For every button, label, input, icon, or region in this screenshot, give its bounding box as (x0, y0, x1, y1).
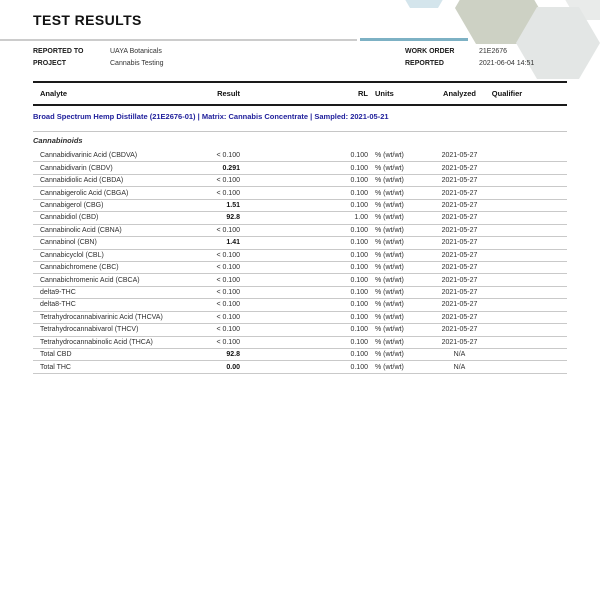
reported-value: 2021-06-04 14:51 (479, 60, 535, 67)
result-cell: < 0.100 (216, 226, 240, 234)
analyzed-cell: 2021-05-27 (441, 276, 478, 284)
table-top-rule (33, 81, 567, 83)
table-header-rule (33, 104, 567, 106)
section-title-cannabinoids: Cannabinoids (33, 136, 83, 145)
analyte-cell: Cannabidiol (CBD) (40, 214, 99, 222)
units-cell: % (wt/wt) (375, 251, 404, 259)
analyte-cell: delta8-THC (40, 301, 76, 309)
column-header-analyte: Analyte (40, 88, 68, 98)
rl-cell: 0.100 (350, 239, 368, 247)
result-cell: < 0.100 (216, 338, 240, 346)
reported-to-value: UAYA Botanicals (110, 48, 162, 55)
work-order-value: 21E2676 (479, 48, 508, 55)
result-cell: 0.291 (222, 164, 240, 172)
analyzed-cell: 2021-05-27 (441, 338, 478, 346)
units-cell: % (wt/wt) (375, 201, 404, 209)
rl-cell: 0.100 (350, 226, 368, 234)
work-order-label: WORK ORDER (405, 48, 455, 55)
analyzed-cell: 2021-05-27 (441, 214, 478, 222)
analyte-cell: Cannabigerol (CBG) (40, 201, 104, 209)
rl-cell: 0.100 (350, 264, 368, 272)
table-row (33, 175, 567, 187)
analyzed-cell: 2021-05-27 (441, 164, 478, 172)
result-cell: 92.8 (226, 351, 240, 359)
units-cell: % (wt/wt) (375, 189, 404, 197)
analyzed-cell: 2021-05-27 (441, 152, 478, 160)
table-row (33, 274, 567, 286)
result-cell: < 0.100 (216, 326, 240, 334)
analyzed-cell: 2021-05-27 (441, 301, 478, 309)
analyte-cell: Cannabicyclol (CBL) (40, 251, 104, 259)
project-label: PROJECT (33, 60, 67, 67)
analyzed-cell: 2021-05-27 (441, 189, 478, 197)
table-row (33, 349, 567, 361)
table-body (33, 150, 567, 374)
analyte-cell: Cannabidiolic Acid (CBDA) (40, 177, 124, 185)
rl-cell: 0.100 (350, 313, 368, 321)
units-cell: % (wt/wt) (375, 276, 404, 284)
sample-header-rule (33, 131, 567, 132)
table-row (33, 299, 567, 311)
rl-cell: 0.100 (350, 189, 368, 197)
rl-cell: 0.100 (350, 152, 368, 160)
analyzed-cell: 2021-05-27 (441, 239, 478, 247)
units-cell: % (wt/wt) (375, 351, 404, 359)
analyzed-cell: N/A (453, 351, 466, 359)
units-cell: % (wt/wt) (375, 289, 404, 297)
page-title: TEST RESULTS (33, 12, 142, 28)
analyte-cell: Tetrahydrocannabivarol (THCV) (40, 326, 139, 334)
analyzed-cell: 2021-05-27 (441, 251, 478, 259)
result-cell: < 0.100 (216, 313, 240, 321)
column-header-qualifier: Qualifier (491, 88, 523, 98)
table-row (33, 324, 567, 336)
reported-to-label: REPORTED TO (33, 48, 84, 55)
analyte-cell: Cannabigerolic Acid (CBGA) (40, 189, 129, 197)
table-row (33, 312, 567, 324)
table-row (33, 237, 567, 249)
units-cell: % (wt/wt) (375, 214, 404, 222)
units-cell: % (wt/wt) (375, 363, 404, 371)
meta-reported-to (33, 46, 333, 57)
units-cell: % (wt/wt) (375, 152, 404, 160)
meta-reported (405, 58, 595, 69)
units-cell: % (wt/wt) (375, 338, 404, 346)
table-row (33, 262, 567, 274)
meta-project (33, 58, 333, 69)
analyte-cell: Cannabinol (CBN) (40, 239, 97, 247)
units-cell: % (wt/wt) (375, 164, 404, 172)
rl-cell: 0.100 (350, 326, 368, 334)
units-cell: % (wt/wt) (375, 326, 404, 334)
analyte-cell: Total THC (40, 363, 71, 371)
meta-work-order (405, 46, 595, 57)
project-value: Cannabis Testing (110, 60, 164, 67)
table-row (33, 187, 567, 199)
units-cell: % (wt/wt) (375, 226, 404, 234)
rl-cell: 1.00 (354, 214, 368, 222)
units-cell: % (wt/wt) (375, 177, 404, 185)
units-cell: % (wt/wt) (375, 313, 404, 321)
result-cell: 1.51 (226, 201, 240, 209)
analyte-cell: Tetrahydrocannabinolic Acid (THCA) (40, 338, 153, 346)
analyzed-cell: 2021-05-27 (441, 264, 478, 272)
hexagon-decoration-blue (396, 0, 452, 8)
result-cell: 0.00 (226, 363, 240, 371)
rl-cell: 0.100 (350, 276, 368, 284)
analyte-cell: Tetrahydrocannabivarinic Acid (THCVA) (40, 313, 163, 321)
column-header-units: Units (375, 88, 394, 98)
rl-cell: 0.100 (350, 363, 368, 371)
table-row (33, 212, 567, 224)
result-cell: < 0.100 (216, 264, 240, 272)
analyte-cell: Cannabichromenic Acid (CBCA) (40, 276, 140, 284)
result-cell: < 0.100 (216, 301, 240, 309)
result-cell: < 0.100 (216, 276, 240, 284)
result-cell: 1.41 (226, 239, 240, 247)
rl-cell: 0.100 (350, 177, 368, 185)
table-row (33, 200, 567, 212)
analyzed-cell: 2021-05-27 (441, 177, 478, 185)
table-row (33, 287, 567, 299)
analyte-cell: Cannabinolic Acid (CBNA) (40, 226, 122, 234)
rl-cell: 0.100 (350, 201, 368, 209)
result-cell: < 0.100 (216, 152, 240, 160)
result-cell: < 0.100 (216, 251, 240, 259)
units-cell: % (wt/wt) (375, 301, 404, 309)
result-cell: < 0.100 (216, 289, 240, 297)
analyzed-cell: 2021-05-27 (441, 289, 478, 297)
result-cell: 92.8 (226, 214, 240, 222)
rl-cell: 0.100 (350, 338, 368, 346)
analyte-cell: Cannabidivarin (CBDV) (40, 164, 113, 172)
column-header-result: Result (217, 88, 240, 98)
analyte-cell: Cannabichromene (CBC) (40, 264, 119, 272)
reported-label: REPORTED (405, 60, 444, 67)
column-header-analyzed: Analyzed (443, 88, 476, 98)
analyzed-cell: 2021-05-27 (441, 201, 478, 209)
rl-cell: 0.100 (350, 251, 368, 259)
rl-cell: 0.100 (350, 164, 368, 172)
result-cell: < 0.100 (216, 189, 240, 197)
table-row (33, 225, 567, 237)
table-row (33, 162, 567, 174)
title-rule-gray (0, 39, 357, 41)
table-header-row (33, 84, 567, 102)
units-cell: % (wt/wt) (375, 239, 404, 247)
units-cell: % (wt/wt) (375, 264, 404, 272)
analyzed-cell: N/A (453, 363, 466, 371)
column-header-rl: RL (358, 88, 368, 98)
table-row (33, 150, 567, 162)
sample-header: Broad Spectrum Hemp Distillate (21E2676-01) | Matrix: Cannabis Concentrate | Sampled: 2021-05-21 (33, 112, 389, 121)
analyte-cell: delta9-THC (40, 289, 76, 297)
analyte-cell: Cannabidivarinic Acid (CBDVA) (40, 152, 138, 160)
table-row (33, 337, 567, 349)
rl-cell: 0.100 (350, 289, 368, 297)
result-cell: < 0.100 (216, 177, 240, 185)
analyzed-cell: 2021-05-27 (441, 326, 478, 334)
rl-cell: 0.100 (350, 301, 368, 309)
table-row (33, 250, 567, 262)
analyte-cell: Total CBD (40, 351, 72, 359)
table-row (33, 361, 567, 373)
rl-cell: 0.100 (350, 351, 368, 359)
title-rule-blue (360, 38, 468, 41)
analyzed-cell: 2021-05-27 (441, 313, 478, 321)
analyzed-cell: 2021-05-27 (441, 226, 478, 234)
